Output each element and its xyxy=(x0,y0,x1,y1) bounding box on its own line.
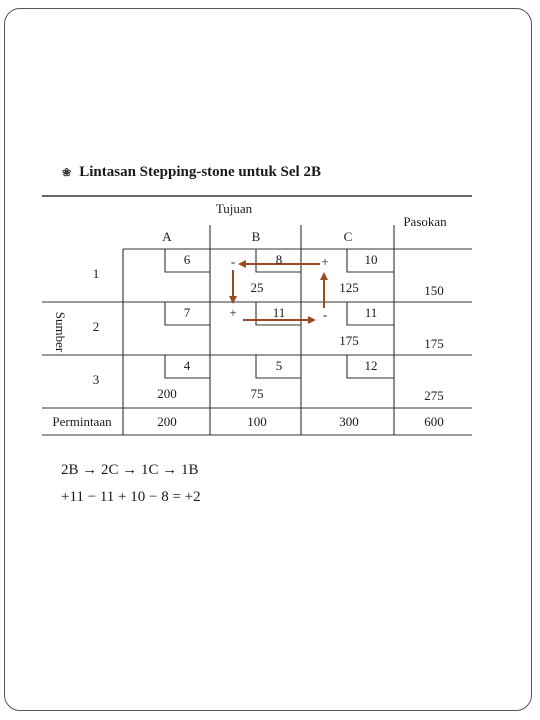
alloc-2c: 175 xyxy=(339,333,359,348)
alloc-1b: 25 xyxy=(250,280,264,295)
header-pasokan: Pasokan xyxy=(403,214,447,229)
column-header-a: A xyxy=(162,229,172,244)
improvement-calculation: +11 − 11 + 10 − 8 = +2 xyxy=(61,489,201,505)
total-supply-demand: 600 xyxy=(424,414,444,429)
column-header-b: B xyxy=(251,229,261,244)
sign-plus-2b: + xyxy=(229,305,237,320)
alloc-1c: 125 xyxy=(339,280,359,295)
alloc-3a: 200 xyxy=(157,386,177,401)
sign-minus-2c: - xyxy=(322,307,328,322)
sign-minus-1b: - xyxy=(230,254,236,269)
header-tujuan: Tujuan xyxy=(215,201,253,216)
cost-1b: 8 xyxy=(275,252,283,267)
cost-2b: 11 xyxy=(272,305,286,320)
cost-3a: 4 xyxy=(183,358,191,373)
slide-title: Lintasan Stepping-stone untuk Sel 2B xyxy=(79,164,321,180)
cost-3c: 12 xyxy=(364,358,378,373)
cost-2c: 11 xyxy=(364,305,378,320)
cost-3b: 5 xyxy=(275,358,283,373)
cost-1a: 6 xyxy=(183,252,191,267)
cost-1c: 10 xyxy=(364,252,378,267)
source-axis-label: Sumber xyxy=(53,311,68,353)
demand-b: 100 xyxy=(247,414,267,429)
demand-a: 200 xyxy=(157,414,177,429)
path-sequence: 2B → 2C → 1C → 1B xyxy=(61,462,199,478)
cost-2a: 7 xyxy=(183,305,191,320)
alloc-3b: 75 xyxy=(250,386,264,401)
row-label-2: 2 xyxy=(92,319,100,334)
demand-c: 300 xyxy=(339,414,359,429)
sign-plus-1c: + xyxy=(321,254,329,269)
bullet-icon: ❀ xyxy=(62,167,72,179)
supply-3: 275 xyxy=(424,388,444,403)
row-label-3: 3 xyxy=(92,372,100,387)
supply-2: 175 xyxy=(424,336,444,351)
supply-1: 150 xyxy=(424,283,444,298)
row-label-1: 1 xyxy=(92,266,100,281)
column-header-c: C xyxy=(343,229,353,244)
demand-label: Permintaan xyxy=(52,414,112,429)
